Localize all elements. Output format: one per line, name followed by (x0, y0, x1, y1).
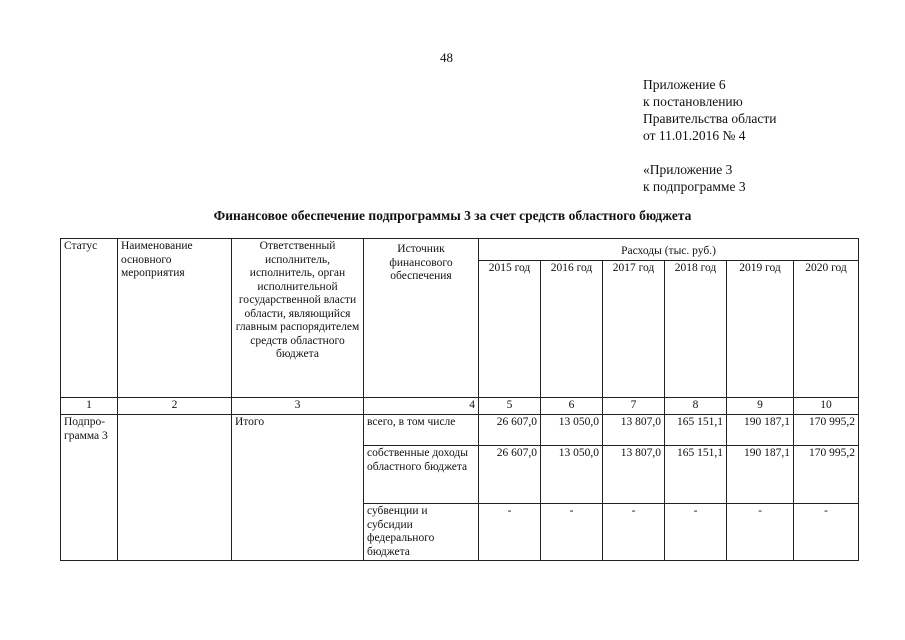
header-status: Статус (61, 239, 118, 398)
column-number: 4 (364, 398, 479, 415)
header-year: 2017 год (603, 261, 665, 398)
executor-cell: Итого (232, 415, 364, 561)
value-cell: 26 607,0 (479, 446, 541, 504)
header-row (61, 239, 859, 261)
header-year: 2019 год (727, 261, 794, 398)
header-year: 2015 год (479, 261, 541, 398)
appendix-line: к подпрограмме 3 (643, 179, 746, 194)
source-cell: всего, в том числе (364, 415, 479, 446)
appendix-line: Правительства области (643, 111, 777, 126)
value-cell: - (541, 504, 603, 561)
column-number: 9 (727, 398, 794, 415)
column-number: 1 (61, 398, 118, 415)
appendix-line: от 11.01.2016 № 4 (643, 128, 746, 143)
header-year: 2016 год (541, 261, 603, 398)
column-number: 7 (603, 398, 665, 415)
column-number: 2 (118, 398, 232, 415)
column-number: 8 (665, 398, 727, 415)
header-year: 2020 год (794, 261, 859, 398)
value-cell: 190 187,1 (727, 415, 794, 446)
document-title: Финансовое обеспечение подпрограммы 3 за счет средств областного бюджета (213, 208, 692, 223)
header-year: 2018 год (665, 261, 727, 398)
activity-cell (118, 415, 232, 561)
column-number-row (61, 398, 859, 415)
value-cell: - (479, 504, 541, 561)
value-cell: 13 807,0 (603, 415, 665, 446)
value-cell: 13 050,0 (541, 446, 603, 504)
header-executor: Ответственный исполнитель, исполнитель, орган исполнительной государственной власти области, являющийся главным распорядителем средств областного бюджета (232, 239, 364, 398)
column-number: 10 (794, 398, 859, 415)
value-cell: - (794, 504, 859, 561)
header-source: Источник финансового обеспечения (364, 239, 479, 398)
value-cell: 170 995,2 (794, 446, 859, 504)
value-cell: - (665, 504, 727, 561)
column-number: 6 (541, 398, 603, 415)
appendix-block (643, 76, 776, 195)
value-cell: 26 607,0 (479, 415, 541, 446)
status-cell: Подпро-грамма 3 (61, 415, 118, 561)
column-number: 5 (479, 398, 541, 415)
value-cell: - (603, 504, 665, 561)
source-cell: собственные доходы областного бюджета (364, 446, 479, 504)
appendix-line: к постановлению (643, 94, 743, 109)
appendix-line: Приложение 6 (643, 77, 726, 92)
header-activity: Наименование основного мероприятия (118, 239, 232, 398)
value-cell: 13 050,0 (541, 415, 603, 446)
financing-table (60, 238, 859, 561)
value-cell: 165 151,1 (665, 446, 727, 504)
table-row (61, 415, 859, 446)
appendix-line: «Приложение 3 (643, 162, 733, 177)
value-cell: 13 807,0 (603, 446, 665, 504)
source-cell: субвенции и субсидии федерального бюджета (364, 504, 479, 561)
value-cell: 165 151,1 (665, 415, 727, 446)
header-expenses: Расходы (тыс. руб.) (479, 239, 859, 261)
value-cell: - (727, 504, 794, 561)
page-number: 48 (440, 50, 453, 65)
value-cell: 170 995,2 (794, 415, 859, 446)
value-cell: 190 187,1 (727, 446, 794, 504)
column-number: 3 (232, 398, 364, 415)
